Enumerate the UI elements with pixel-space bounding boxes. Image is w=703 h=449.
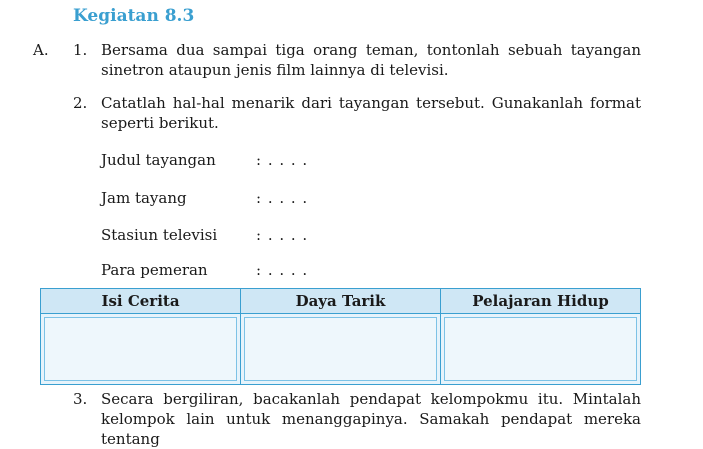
section-marker: A.: [33, 41, 49, 59]
table-cell-empty: [41, 314, 241, 385]
field-value: : . . . .: [256, 226, 309, 244]
item-number: 2.: [73, 94, 88, 112]
table-header-row: [41, 289, 641, 314]
table-header-cell: Isi Cerita: [41, 289, 241, 314]
table-header-cell: Daya Tarik: [241, 289, 441, 314]
field-value: : . . . .: [256, 151, 309, 169]
field-label: Jam tayang: [101, 189, 187, 207]
format-table: [40, 288, 641, 385]
table-row: [41, 314, 641, 385]
field-label: Stasiun televisi: [101, 226, 218, 244]
field-label: Para pemeran: [101, 261, 208, 279]
field-value: : . . . .: [256, 189, 309, 207]
item-text-line: kelompok lain untuk menanggapinya. Samakah pendapat mereka tentang: [101, 410, 641, 448]
item-text-line: seperti berikut.: [101, 114, 219, 132]
item-number: 3.: [73, 390, 88, 408]
field-value: : . . . .: [256, 261, 309, 279]
table-cell-empty: [241, 314, 441, 385]
item-number: 1.: [73, 41, 88, 59]
field-label: Judul tayangan: [101, 151, 216, 169]
item-text-line: sinetron ataupun jenis film lainnya di televisi.: [101, 61, 449, 79]
item-text-line: Catatlah hal-hal menarik dari tayangan tersebut. Gunakanlah format: [101, 94, 641, 112]
table-cell-empty: [441, 314, 641, 385]
activity-heading: Kegiatan 8.3: [73, 6, 195, 26]
table-header-cell: Pelajaran Hidup: [441, 289, 641, 314]
item-text-line: Bersama dua sampai tiga orang teman, tontonlah sebuah tayangan: [101, 41, 641, 59]
item-text-line: Secara bergiliran, bacakanlah pendapat kelompokmu itu. Mintalah: [101, 390, 641, 408]
